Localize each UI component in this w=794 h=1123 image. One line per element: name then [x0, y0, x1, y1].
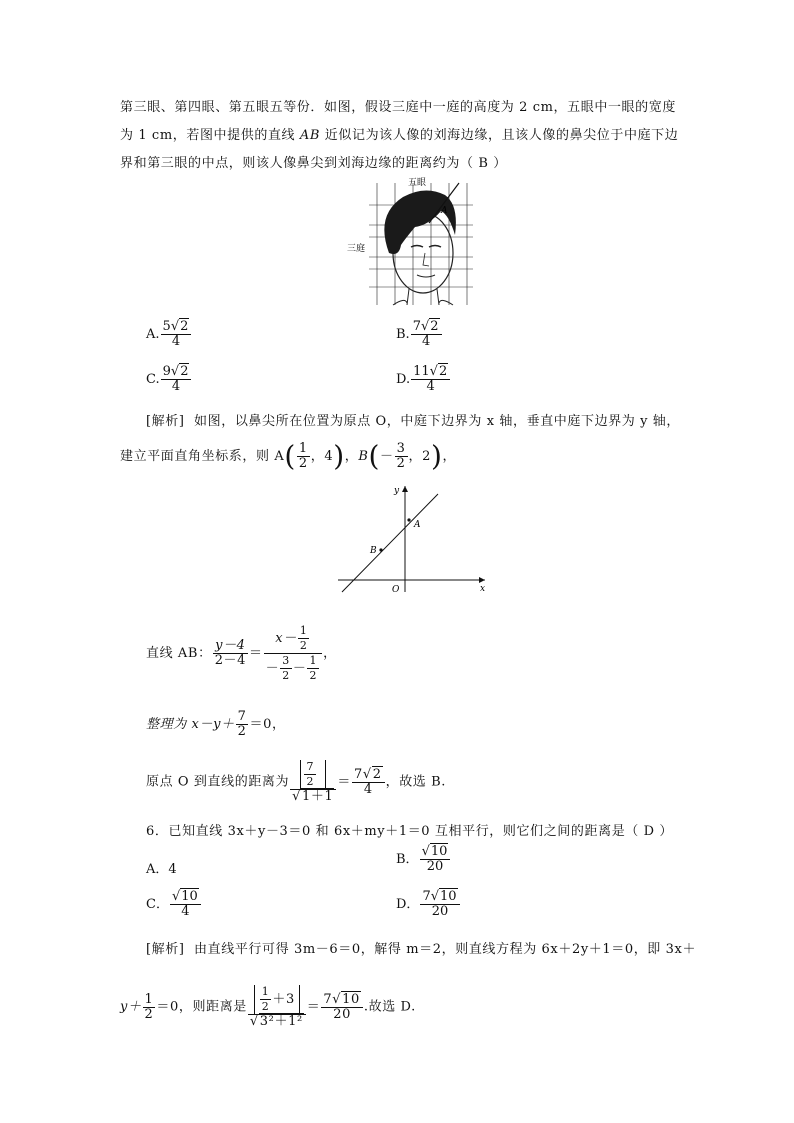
q5-option-c[interactable]: C. $\frac{9√2}{4}$ [146, 365, 192, 394]
line-ab-label: 直线 AB： [146, 646, 212, 661]
q6-analysis-line1 [146, 938, 696, 957]
graph-label-b: B [370, 546, 377, 556]
q5-analysis-line2: 建立平面直角坐标系，则 A( $\frac{1}{2}$ ，4)，B(－ $\frac{3}{2}$ ，2)， [120, 439, 457, 473]
option-denominator: 4 [171, 334, 181, 349]
q6-option-b[interactable]: B． $\frac{√10}{20}$ [396, 845, 451, 874]
option-radicand: 2 [180, 364, 189, 379]
q5-stem-line3: 界和第三眼的中点，则该人像鼻尖到刘海边缘的距离约为（ B ） [120, 156, 507, 171]
graph-label-x: x [480, 584, 486, 594]
q5-stem-line2-a: 为 1 cm，若图中提供的直线 [120, 128, 300, 143]
coordinate-graph [330, 480, 495, 600]
option-label: A. [146, 327, 160, 342]
point-b-x-num: 3 [396, 441, 406, 456]
point-b [379, 548, 382, 551]
graph-label-y: y [394, 486, 400, 496]
result-den: 20 [333, 1006, 351, 1022]
suffix: .故选 D. [363, 999, 416, 1015]
option-radicand: 10 [440, 889, 457, 904]
option-value: 4 [168, 862, 177, 877]
option-denominator: 4 [171, 379, 181, 394]
eq-right-den-minus: － [265, 661, 280, 676]
eq-left-den: 2－4 [214, 653, 247, 668]
y-axis-arrow [402, 486, 408, 492]
option-label: A． [146, 862, 169, 877]
point-b-x-den: 2 [396, 456, 406, 471]
option-radicand: 2 [438, 364, 448, 379]
option-label: C． [146, 897, 169, 912]
abs-plus: ＋3 [272, 992, 295, 1007]
option-label: B. [396, 327, 410, 342]
option-denominator: 4 [181, 904, 190, 919]
option-coef: 7 [412, 319, 421, 334]
eq-right-num-x: x－ [275, 631, 297, 646]
face-figure [345, 175, 475, 310]
mouth [417, 275, 435, 277]
option-coef: 11 [413, 364, 430, 379]
label-a: A [441, 206, 448, 216]
graph-label-o: O [392, 585, 400, 595]
text2-den: 2 [144, 1006, 154, 1022]
result-rad: 10 [342, 991, 360, 1007]
eq-left-num: y－4 [213, 639, 248, 654]
dist-result-den: 4 [363, 781, 373, 797]
option-coef: 9 [162, 364, 171, 379]
q6-option-c[interactable]: C． $\frac{√10}{4}$ [146, 890, 202, 919]
analysis-tag: [解析] [146, 414, 185, 429]
tidy-den: 2 [237, 724, 247, 739]
option-denominator: 4 [421, 334, 431, 349]
option-radicand: 2 [430, 319, 439, 334]
dist-denom: 1＋1 [302, 789, 334, 804]
dist-abs-num: 7 [306, 760, 315, 773]
q5-option-b[interactable]: B. $\frac{7√2}{4}$ [396, 320, 443, 349]
denom: 3²＋1² [259, 1014, 303, 1029]
analysis-text2: 建立平面直角坐标系，则 A [120, 449, 285, 464]
abs-num: 1 [261, 985, 270, 998]
line-ab-equation: 直线 AB： $\frac{y-4}{2-4}$ ＝ x－ $\frac{1}{2}$ － $\frac{3}{2}$ － $\frac{1}{2}$ ， [146, 624, 337, 682]
tidy-equation [146, 710, 286, 739]
analysis-tag: [解析] [146, 942, 185, 957]
option-denominator: 4 [426, 379, 435, 394]
text2-mid: ＝0，则距离是 [156, 999, 247, 1015]
neck [393, 289, 453, 305]
point-a-x-den: 2 [298, 456, 308, 471]
result-coef: 7 [323, 991, 333, 1007]
option-radicand: 2 [180, 319, 189, 334]
q6-option-a[interactable] [146, 858, 177, 877]
option-coef: 5 [162, 319, 171, 334]
nose [423, 253, 429, 266]
option-coef: 7 [422, 889, 431, 904]
q6-analysis-line2: y＋ $\frac{1}{2}$ ＝0，则距离是 $\frac{1}{2}$ ＋3 √3²＋1² ＝ $\frac{7√10}{20}$ .故选 D. [120, 985, 416, 1029]
q5-analysis-line1 [146, 410, 680, 429]
dist-prefix: 原点 O 到直线的距离为 [146, 774, 290, 790]
point-a [407, 518, 410, 521]
option-label: D． [396, 897, 420, 912]
q5-stem-ab: AB [299, 128, 321, 143]
dist-result-coef: 7 [353, 766, 363, 782]
q6-option-d[interactable]: D． $\frac{7√10}{20}$ [396, 890, 461, 919]
q5-option-a[interactable]: A. $\frac{5√2}{4}$ [146, 320, 192, 349]
graph-label-a: A [414, 520, 421, 530]
point-a-y: 4 [324, 449, 334, 464]
x-axis-arrow [479, 577, 485, 583]
q5-stem-line2-b: 近似记为该人像的刘海边缘，且该人像的鼻尖位于中庭下边 [320, 128, 679, 143]
option-denominator: 20 [431, 904, 449, 919]
analysis-text1: 由直线平行可得 3m－6＝0，解得 m＝2，则直线方程为 6x＋2y＋1＝0，即 3x＋ [194, 942, 697, 957]
point-a-x-num: 1 [298, 441, 308, 456]
option-label: C. [146, 372, 160, 387]
dist-suffix: ，故选 B. [385, 774, 447, 790]
label-three-courts: 三庭 [347, 244, 366, 254]
dist-result-rad: 2 [372, 766, 382, 782]
text2-num: 1 [144, 991, 154, 1007]
text2-prefix: y＋ [120, 999, 142, 1015]
q5-stem-line2 [120, 124, 678, 143]
q5-stem-line1: 第三眼、第四眼、第五眼五等份．如图，假设三庭中一庭的高度为 2 cm，五眼中一眼的宽度 [120, 100, 676, 115]
dist-abs-den: 2 [306, 775, 315, 788]
line-ab [342, 494, 438, 592]
q6-stem: 6．已知直线 3x＋y－3＝0 和 6x＋my＋1＝0 互相平行，则它们之间的距离是（ D ） [146, 824, 673, 839]
point-b-y: 2 [422, 449, 432, 464]
option-denominator: 20 [426, 859, 444, 874]
distance-line: 原点 O 到直线的距离为 $\frac{\frac{7}{2}}{√1+1}$ ＝ $\frac{7√2}{4}$ ，故选 B. [146, 760, 447, 804]
option-label: B． [396, 852, 419, 867]
q5-option-d[interactable]: D. $\frac{11√2}{4}$ [396, 365, 451, 394]
abs-den: 2 [261, 1000, 270, 1013]
eyes [411, 246, 441, 248]
label-five-eyes: 五眼 [408, 178, 427, 188]
tidy-suffix: ＝0， [249, 717, 286, 732]
analysis-text1: 如图，以鼻尖所在位置为原点 O，中庭下边界为 x 轴，垂直中庭下边界为 y 轴， [194, 414, 681, 429]
option-label: D. [396, 372, 411, 387]
option-radicand: 10 [430, 844, 448, 859]
option-radicand: 10 [181, 889, 198, 904]
tidy-num: 7 [237, 709, 247, 724]
tidy-prefix: 整理为 x－y＋ [146, 717, 235, 732]
